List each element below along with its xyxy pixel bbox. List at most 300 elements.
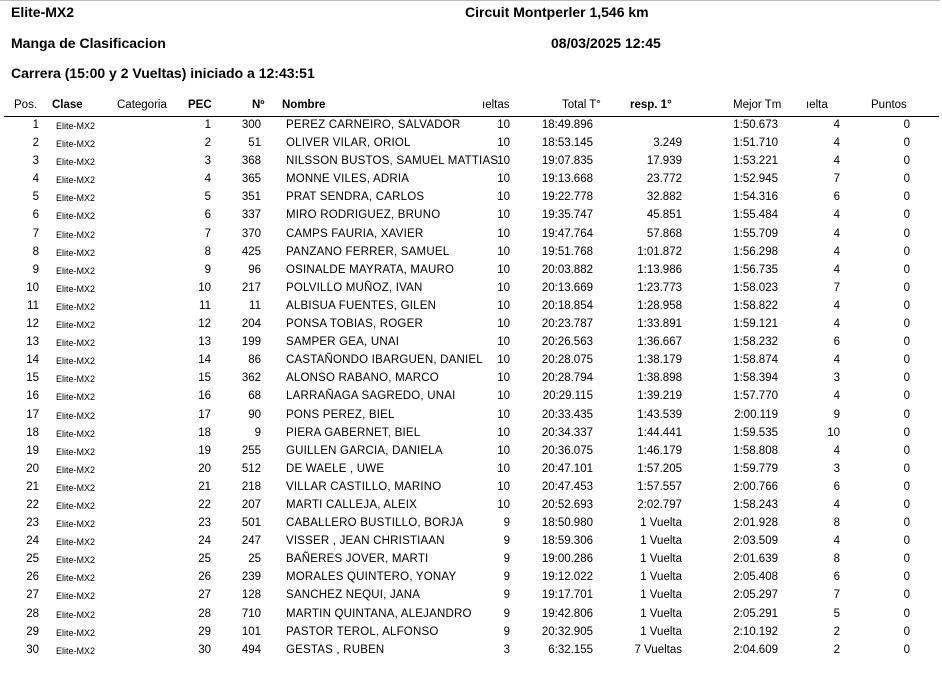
best-time-cell: 1:55.709 (733, 227, 778, 240)
best-lap-cell: 4 (833, 263, 840, 276)
clase-cell: Elite-MX2 (56, 537, 96, 548)
best-lap-cell: 9 (833, 408, 840, 421)
number-cell: 9 (254, 426, 261, 439)
clase-cell: Elite-MX2 (56, 265, 96, 276)
clase-cell: Elite-MX2 (56, 338, 96, 349)
table-row (0, 262, 942, 280)
best-lap-cell: 3 (833, 372, 840, 385)
best-time-cell: 1:58.232 (733, 336, 778, 349)
name-cell: DE WAELE , UWE (286, 462, 385, 475)
total-time-cell: 19:12.022 (541, 571, 593, 584)
number-cell: 11 (249, 299, 261, 312)
number-cell: 710 (241, 607, 261, 620)
laps-cell: 9 (503, 517, 510, 530)
laps-cell: 10 (497, 281, 510, 294)
best-time-cell: 2:04.609 (733, 643, 778, 656)
table-row (0, 624, 942, 642)
best-lap-cell: 4 (833, 227, 840, 240)
clase-cell: Elite-MX2 (56, 157, 96, 168)
best-lap-cell: 8 (833, 553, 840, 566)
clase-cell: Elite-MX2 (56, 193, 96, 204)
best-lap-cell: 6 (833, 571, 840, 584)
total-time-cell: 20:23.787 (541, 318, 593, 331)
points-cell: 0 (903, 589, 910, 602)
pos-cell: 9 (32, 263, 39, 276)
gap-cell: 2:02.797 (637, 498, 682, 511)
gap-cell: 1 Vuelta (640, 589, 682, 602)
pec-cell: 11 (199, 299, 211, 312)
clase-cell: Elite-MX2 (56, 211, 96, 222)
laps-cell: 10 (497, 480, 510, 493)
table-row (0, 642, 942, 660)
total-time-cell: 20:29.115 (542, 390, 593, 403)
pec-cell: 15 (198, 372, 211, 385)
gap-cell: 7 Vueltas (634, 643, 682, 656)
total-time-cell: 20:47.453 (541, 480, 593, 493)
points-cell: 0 (903, 607, 910, 620)
col-categoria: Categoria (117, 99, 167, 111)
best-time-cell: 1:53.221 (733, 155, 778, 168)
gap-cell: 1 Vuelta (640, 553, 682, 566)
pos-cell: 27 (26, 589, 39, 602)
total-time-cell: 20:47.101 (541, 462, 593, 475)
clase-cell: Elite-MX2 (56, 500, 96, 511)
laps-cell: 10 (497, 299, 510, 312)
pec-cell: 5 (204, 191, 211, 204)
pos-cell: 11 (27, 299, 39, 312)
best-lap-cell: 6 (833, 336, 840, 349)
laps-cell: 10 (497, 498, 510, 511)
gap-cell: 1:57.557 (637, 480, 682, 493)
laps-cell: 10 (497, 227, 510, 240)
gap-cell: 1:39.219 (637, 390, 682, 403)
table-row (0, 334, 942, 352)
points-cell: 0 (903, 426, 910, 439)
laps-cell: 10 (497, 318, 510, 331)
circuit-title: Circuit Montperler 1,546 km (465, 4, 649, 20)
name-cell: ALBISUA FUENTES, GILEN (286, 299, 437, 312)
best-lap-cell: 4 (833, 119, 840, 131)
points-cell: 0 (903, 191, 910, 204)
total-time-cell: 19:42.806 (541, 607, 593, 620)
results-table (0, 117, 942, 660)
points-cell: 0 (903, 553, 910, 566)
name-cell: PONSA TOBIAS, ROGER (286, 318, 423, 331)
clase-cell: Elite-MX2 (56, 446, 96, 457)
number-cell: 207 (241, 498, 261, 511)
best-lap-cell: 6 (833, 480, 840, 493)
pos-cell: 8 (32, 245, 39, 258)
clase-cell: Elite-MX2 (56, 555, 96, 566)
gap-cell: 23.772 (646, 173, 682, 186)
gap-cell: 1:43.539 (637, 408, 682, 421)
points-cell: 0 (903, 245, 910, 258)
number-cell: 217 (241, 281, 261, 294)
points-cell: 0 (903, 281, 910, 294)
points-cell: 0 (903, 209, 910, 222)
gap-cell: 45.851 (646, 209, 682, 222)
best-lap-cell: 4 (833, 318, 840, 331)
pos-cell: 14 (26, 354, 39, 367)
points-cell: 0 (903, 173, 910, 186)
total-time-cell: 18:49.896 (541, 119, 593, 131)
gap-cell: 1:28.958 (637, 299, 682, 312)
table-row (0, 606, 942, 624)
best-lap-cell: 4 (833, 155, 840, 168)
total-time-cell: 20:28.075 (541, 354, 593, 367)
best-time-cell: 1:59.535 (733, 426, 778, 439)
total-time-cell: 19:13.668 (541, 173, 593, 186)
number-cell: 68 (248, 390, 261, 403)
gap-cell: 1:36.667 (637, 336, 682, 349)
table-row (0, 407, 942, 425)
pec-cell: 16 (198, 390, 211, 403)
col-pos: Pos. (14, 99, 38, 111)
name-cell: PONS PEREZ, BIEL (286, 408, 395, 421)
pec-cell: 28 (198, 607, 211, 620)
pos-cell: 19 (26, 444, 39, 457)
laps-cell: 10 (497, 209, 510, 222)
table-row (0, 117, 942, 135)
laps-cell: 10 (497, 245, 510, 258)
total-time-cell: 19:17.701 (541, 589, 593, 602)
name-cell: GESTAS , RUBEN (286, 643, 385, 656)
pec-cell: 10 (198, 281, 211, 294)
laps-cell: 10 (497, 191, 510, 204)
points-cell: 0 (903, 263, 910, 276)
points-cell: 0 (903, 571, 910, 584)
pec-cell: 3 (204, 155, 211, 168)
pos-cell: 4 (32, 173, 39, 186)
table-row (0, 587, 942, 605)
pec-cell: 30 (198, 643, 211, 656)
gap-cell: 1:23.773 (637, 281, 682, 294)
best-lap-cell: 4 (833, 390, 840, 403)
pos-cell: 28 (26, 607, 39, 620)
table-row (0, 515, 942, 533)
points-cell: 0 (903, 354, 910, 367)
clase-cell: Elite-MX2 (56, 591, 96, 602)
table-row (0, 244, 942, 262)
clase-cell: Elite-MX2 (56, 428, 96, 439)
best-time-cell: 1:56.298 (733, 245, 778, 258)
total-time-cell: 20:32.905 (541, 625, 593, 638)
best-lap-cell: 2 (833, 625, 840, 638)
clase-cell: Elite-MX2 (56, 609, 96, 620)
pec-cell: 20 (198, 462, 211, 475)
pos-cell: 3 (32, 155, 39, 168)
pos-cell: 13 (26, 336, 39, 349)
gap-cell: 1:38.898 (637, 372, 682, 385)
best-time-cell: 1:58.394 (733, 372, 778, 385)
best-time-cell: 2:05.291 (733, 607, 778, 620)
pec-cell: 19 (198, 444, 211, 457)
total-time-cell: 20:52.693 (541, 498, 593, 511)
gap-cell: 1 Vuelta (640, 607, 682, 620)
table-row (0, 153, 942, 171)
name-cell: PEREZ CARNEIRO, SALVADOR (286, 119, 461, 131)
total-time-cell: 20:13.669 (541, 281, 593, 294)
points-cell: 0 (903, 444, 910, 457)
gap-cell: 1:01.872 (637, 245, 682, 258)
laps-cell: 10 (497, 137, 510, 150)
gap-cell: 1:46.179 (637, 444, 682, 457)
best-time-cell: 1:54.316 (733, 191, 778, 204)
pec-cell: 25 (198, 553, 211, 566)
best-lap-cell: 4 (833, 354, 840, 367)
total-time-cell: 19:00.286 (541, 553, 593, 566)
gap-cell: 57.868 (646, 227, 682, 240)
total-time-cell: 6:32.155 (548, 643, 593, 656)
col-puntos: Puntos (871, 99, 907, 111)
pos-cell: 16 (26, 390, 39, 403)
best-time-cell: 1:58.808 (733, 444, 778, 457)
best-time-cell: 2:05.408 (733, 571, 778, 584)
gap-cell: 1:38.179 (637, 354, 682, 367)
best-lap-cell: 4 (833, 299, 840, 312)
gap-cell: 1 Vuelta (640, 571, 682, 584)
number-cell: 494 (241, 643, 261, 656)
clase-cell: Elite-MX2 (56, 627, 96, 638)
pos-cell: 17 (26, 408, 39, 421)
table-row (0, 461, 942, 479)
gap-cell: 1 Vuelta (640, 625, 682, 638)
table-row (0, 280, 942, 298)
best-lap-cell: 4 (833, 444, 840, 457)
clase-cell: Elite-MX2 (56, 247, 96, 258)
laps-cell: 3 (503, 643, 510, 656)
pos-cell: 20 (26, 462, 39, 475)
col-resp: resp. 1° (630, 99, 672, 111)
number-cell: 239 (241, 571, 261, 584)
number-cell: 128 (241, 589, 261, 602)
clase-cell: Elite-MX2 (56, 482, 96, 493)
table-row (0, 352, 942, 370)
col-nombre: Nombre (282, 99, 326, 111)
name-cell: PRAT SENDRA, CARLOS (286, 191, 425, 204)
points-cell: 0 (903, 390, 910, 403)
pec-cell: 27 (198, 589, 211, 602)
clase-cell: Elite-MX2 (56, 356, 96, 367)
points-cell: 0 (903, 408, 910, 421)
clase-cell: Elite-MX2 (56, 392, 96, 403)
pos-cell: 25 (26, 553, 39, 566)
best-time-cell: 1:58.874 (733, 354, 778, 367)
total-time-cell: 20:26.563 (541, 336, 593, 349)
number-cell: 86 (248, 354, 261, 367)
laps-cell: 10 (497, 390, 510, 403)
best-time-cell: 2:01.639 (733, 553, 778, 566)
best-time-cell: 1:50.673 (733, 119, 778, 131)
number-cell: 204 (241, 318, 261, 331)
name-cell: MARTIN QUINTANA, ALEJANDRO (286, 607, 472, 620)
category-title: Elite-MX2 (11, 4, 75, 20)
laps-cell: 10 (497, 336, 510, 349)
name-cell: CASTAÑONDO IBARGUEN, DANIEL (286, 354, 483, 367)
clase-cell: Elite-MX2 (56, 229, 96, 240)
best-lap-cell: 8 (833, 517, 840, 530)
laps-cell: 10 (497, 426, 510, 439)
clase-cell: Elite-MX2 (56, 645, 96, 656)
pec-cell: 24 (198, 535, 211, 548)
best-time-cell: 1:58.822 (733, 299, 778, 312)
table-row (0, 388, 942, 406)
best-time-cell: 1:58.023 (733, 281, 778, 294)
best-time-cell: 1:59.121 (733, 318, 778, 331)
number-cell: 218 (241, 480, 261, 493)
number-cell: 337 (241, 209, 261, 222)
gap-cell: 1:33.891 (637, 318, 682, 331)
clase-cell: Elite-MX2 (56, 410, 96, 421)
total-time-cell: 20:18.854 (541, 299, 593, 312)
pos-cell: 6 (32, 209, 39, 222)
col-pec: PEC (188, 99, 212, 111)
points-cell: 0 (903, 517, 910, 530)
pec-cell: 13 (198, 336, 211, 349)
number-cell: 300 (241, 119, 261, 131)
best-time-cell: 1:56.735 (733, 263, 778, 276)
pos-cell: 12 (26, 318, 39, 331)
pec-cell: 1 (204, 119, 211, 131)
total-time-cell: 20:33.435 (541, 408, 593, 421)
best-lap-cell: 7 (833, 281, 840, 294)
pos-cell: 15 (26, 372, 39, 385)
pec-cell: 18 (198, 426, 211, 439)
points-cell: 0 (903, 119, 910, 131)
pec-cell: 6 (204, 209, 211, 222)
best-time-cell: 2:05.297 (733, 589, 778, 602)
name-cell: PASTOR TEROL, ALFONSO (286, 625, 439, 638)
best-lap-cell: 10 (827, 426, 840, 439)
number-cell: 362 (241, 372, 261, 385)
laps-cell: 10 (497, 408, 510, 421)
best-lap-cell: 4 (833, 209, 840, 222)
laps-cell: 10 (497, 263, 510, 276)
gap-cell: 1 Vuelta (640, 535, 682, 548)
number-cell: 365 (241, 173, 261, 186)
number-cell: 501 (241, 517, 261, 530)
name-cell: GUILLEN GARCIA, DANIELA (286, 444, 443, 457)
laps-cell: 9 (503, 607, 510, 620)
col-clase: Clase (52, 99, 83, 111)
table-row (0, 425, 942, 443)
pec-cell: 17 (198, 408, 211, 421)
number-cell: 51 (248, 137, 261, 150)
number-cell: 255 (241, 444, 261, 457)
table-row (0, 316, 942, 334)
pos-cell: 1 (32, 119, 39, 131)
points-cell: 0 (903, 372, 910, 385)
clase-cell: Elite-MX2 (56, 320, 96, 331)
name-cell: MONNE VILES, ADRIA (286, 173, 410, 186)
laps-cell: 10 (497, 354, 510, 367)
points-cell: 0 (903, 498, 910, 511)
gap-cell: 1 Vuelta (640, 517, 682, 530)
best-lap-cell: 6 (833, 191, 840, 204)
pec-cell: 21 (198, 480, 211, 493)
name-cell: MIRO RODRIGUEZ, BRUNO (286, 209, 441, 222)
name-cell: MORALES QUINTERO, YONAY (286, 571, 457, 584)
name-cell: BAÑERES JOVER, MARTI (286, 553, 429, 566)
clase-cell: Elite-MX2 (56, 464, 96, 475)
gap-cell: 1:13.986 (637, 263, 682, 276)
laps-cell: 9 (503, 571, 510, 584)
table-row (0, 189, 942, 207)
best-time-cell: 1:51.710 (733, 137, 778, 150)
table-row (0, 226, 942, 244)
total-time-cell: 19:47.764 (541, 227, 593, 240)
col-total: Total T° (562, 99, 601, 111)
table-row (0, 207, 942, 225)
number-cell: 90 (248, 408, 261, 421)
name-cell: SANCHEZ NEQUI, JANA (286, 589, 421, 602)
pos-cell: 24 (26, 535, 39, 548)
pos-cell: 5 (32, 191, 39, 204)
laps-cell: 9 (503, 589, 510, 602)
clase-cell: Elite-MX2 (56, 573, 96, 584)
points-cell: 0 (903, 535, 910, 548)
laps-cell: 10 (497, 173, 510, 186)
gap-cell: 1:44.441 (637, 426, 682, 439)
gap-cell: 3.249 (653, 137, 682, 150)
best-lap-cell: 3 (833, 462, 840, 475)
best-time-cell: 1:59.779 (733, 462, 778, 475)
clase-cell: Elite-MX2 (56, 374, 96, 385)
pos-cell: 10 (26, 281, 39, 294)
table-row (0, 171, 942, 189)
number-cell: 247 (241, 535, 261, 548)
name-cell: MARTI CALLEJA, ALEIX (286, 498, 417, 511)
number-cell: 199 (241, 336, 261, 349)
name-cell: CAMPS FAURIA, XAVIER (286, 227, 424, 240)
table-row (0, 551, 942, 569)
pec-cell: 22 (198, 498, 211, 511)
best-time-cell: 2:03.509 (733, 535, 778, 548)
session-title: Manga de Clasificacion (11, 35, 166, 51)
pec-cell: 9 (204, 263, 211, 276)
best-lap-cell: 7 (833, 589, 840, 602)
name-cell: PIERA GABERNET, BIEL (286, 426, 421, 439)
pec-cell: 12 (198, 318, 211, 331)
laps-cell: 9 (503, 625, 510, 638)
col-num: Nº (252, 99, 265, 111)
pec-cell: 8 (204, 245, 211, 258)
best-lap-cell: 4 (833, 535, 840, 548)
name-cell: PANZANO FERRER, SAMUEL (286, 245, 450, 258)
points-cell: 0 (903, 643, 910, 656)
pos-cell: 23 (26, 517, 39, 530)
laps-cell: 9 (503, 535, 510, 548)
points-cell: 0 (903, 137, 910, 150)
points-cell: 0 (903, 155, 910, 168)
pec-cell: 23 (198, 517, 211, 530)
best-lap-cell: 7 (833, 173, 840, 186)
total-time-cell: 20:36.075 (541, 444, 593, 457)
number-cell: 101 (241, 625, 261, 638)
total-time-cell: 18:50.980 (541, 517, 593, 530)
total-time-cell: 18:53.145 (541, 137, 593, 150)
laps-cell: 10 (497, 462, 510, 475)
total-time-cell: 20:28.794 (541, 372, 593, 385)
number-cell: 512 (241, 462, 261, 475)
best-time-cell: 2:00.766 (733, 480, 778, 493)
table-row (0, 479, 942, 497)
best-time-cell: 1:58.243 (733, 498, 778, 511)
clase-cell: Elite-MX2 (56, 175, 96, 186)
pec-cell: 29 (198, 625, 211, 638)
points-cell: 0 (903, 227, 910, 240)
clase-cell: Elite-MX2 (56, 283, 96, 294)
